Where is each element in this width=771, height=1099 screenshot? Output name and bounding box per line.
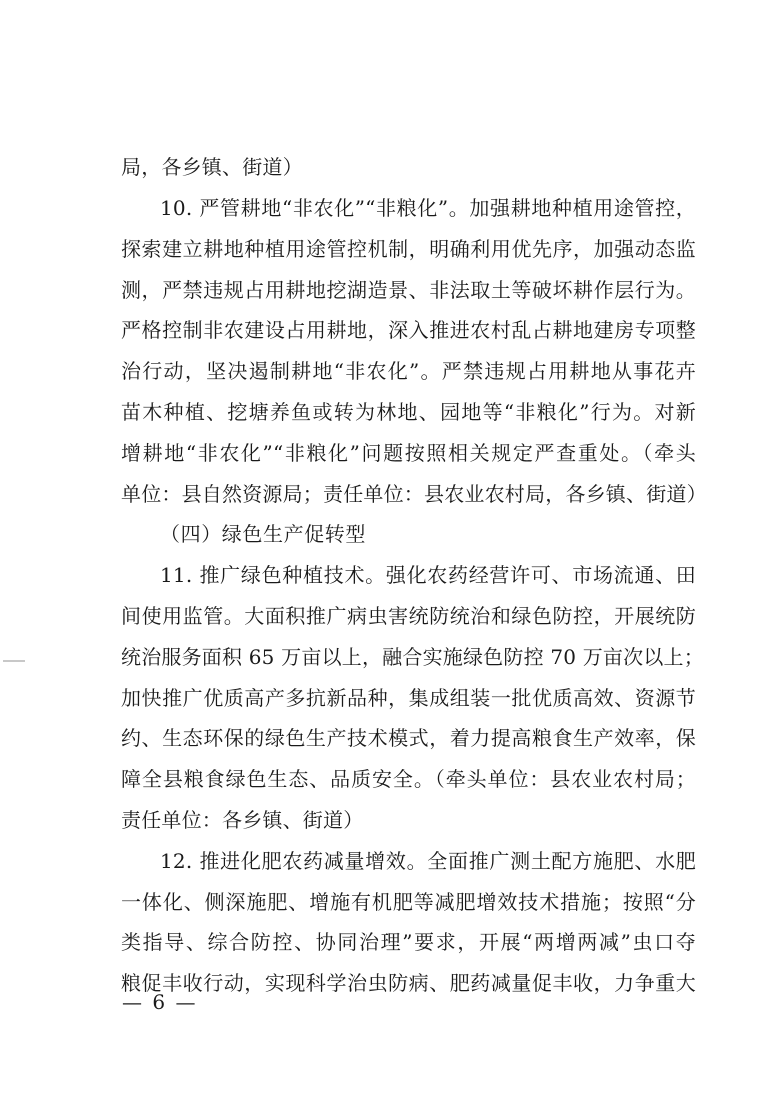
text-line-20: 类指导、综合防控、协同治理”要求，开展“两增两减”虫口夺 (121, 930, 696, 954)
section-heading-4: （四）绿色生产促转型 (160, 522, 366, 546)
text-line-2: 10. 严管耕地“非农化”“非粮化”。加强耕地种植用途管控， (160, 196, 696, 220)
scan-artifact (3, 660, 25, 662)
text-line-5: 严格控制非农建设占用耕地，深入推进农村乱占耕地建房专项整 (121, 318, 696, 342)
text-line-7: 苗木种植、挖塘养鱼或转为林地、园地等“非粮化”行为。对新 (121, 400, 696, 424)
text-line-1: 局，各乡镇、街道） (121, 155, 303, 179)
text-line-17: 责任单位：各乡镇、街道） (121, 808, 364, 832)
text-line-3: 探索建立耕地种植用途管控机制，明确利用优先序，加强动态监 (121, 237, 696, 261)
text-line-12: 间使用监管。大面积推广病虫害统防统治和绿色防控，开展统防 (121, 604, 696, 628)
text-line-4: 测，严禁违规占用耕地挖湖造景、非法取土等破坏耕作层行为。 (121, 278, 696, 302)
page-number: — 6 — (122, 990, 198, 1014)
text-line-19: 一体化、侧深施肥、增施有机肥等减肥增效技术措施；按照“分 (121, 890, 696, 914)
text-line-16: 障全县粮食绿色生态、品质安全。（牵头单位：县农业农村局； (121, 767, 696, 791)
text-line-13: 统治服务面积 65 万亩以上，融合实施绿色防控 70 万亩次以上； (121, 645, 704, 669)
text-line-14: 加快推广优质高产多抗新品种，集成组装一批优质高效、资源节 (121, 686, 696, 710)
text-line-21: 粮促丰收行动，实现科学治虫防病、肥药减量促丰收，力争重大 (121, 971, 696, 995)
text-line-18: 12. 推进化肥农药减量增效。全面推广测土配方施肥、水肥 (160, 849, 696, 873)
text-line-8: 增耕地“非农化”“非粮化”问题按照相关规定严查重处。（牵头 (121, 441, 696, 465)
text-line-11: 11. 推广绿色种植技术。强化农药经营许可、市场流通、田 (160, 563, 696, 587)
text-line-15: 约、生态环保的绿色生产技术模式，着力提高粮食生产效率，保 (121, 726, 696, 750)
text-line-6: 治行动，坚决遏制耕地“非农化”。严禁违规占用耕地从事花卉 (121, 359, 696, 383)
text-line-9: 单位：县自然资源局；责任单位：县农业农村局，各乡镇、街道） (121, 482, 707, 506)
